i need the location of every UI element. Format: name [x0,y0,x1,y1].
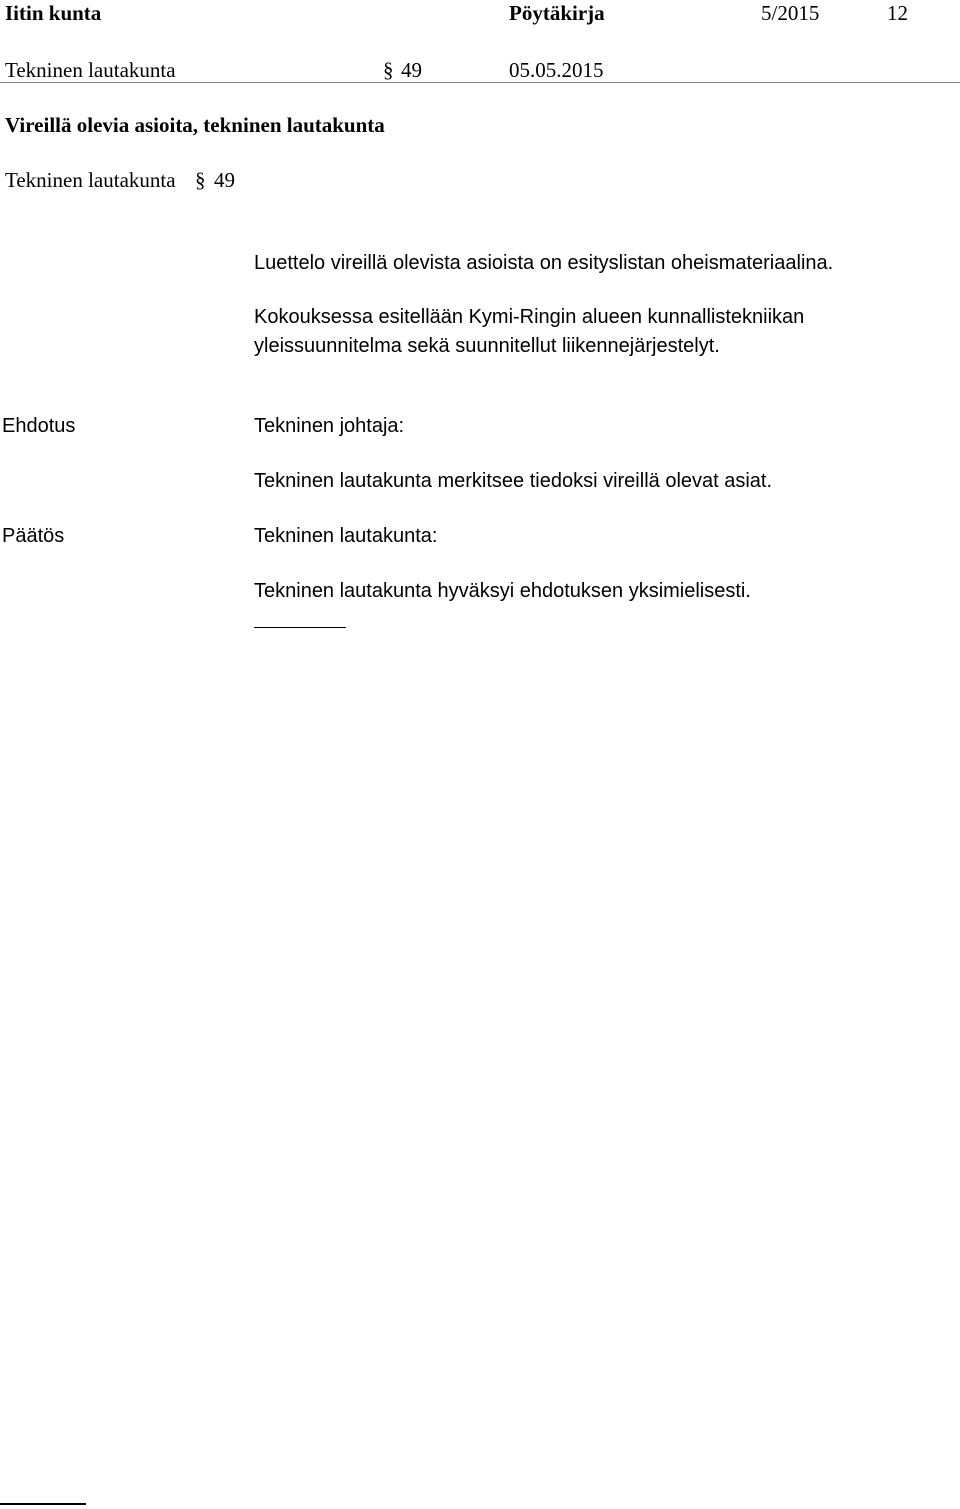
proposal-text: Tekninen lautakunta merkitsee tiedoksi vireillä olevat asiat. [254,470,773,492]
decision-text: Tekninen lautakunta hyväksyi ehdotuksen yksimielisesti. [254,580,751,602]
paragraph-materials: Luettelo vireillä olevista asioista on esityslistan oheismateriaalina. [254,252,834,274]
document-type: Pöytäkirja [509,1,605,25]
decision-maker: Tekninen lautakunta: [254,525,438,547]
reference-section-number: 49 [214,168,235,192]
section-symbol-icon: § [383,58,394,82]
item-title: Vireillä olevia asioita, tekninen lautakunta [5,113,385,137]
municipality-name: Iitin kunta [5,1,102,25]
committee-name: Tekninen lautakunta [5,58,176,82]
proposal-presenter: Tekninen johtaja: [254,415,405,437]
footer-divider [0,1503,86,1505]
page-number: 12 [887,1,908,25]
meeting-date: 05.05.2015 [509,58,604,82]
section-number: 49 [401,58,422,82]
header-divider [0,82,960,83]
decision-label: Päätös [2,525,65,547]
paragraph-presentation-line2: yleissuunnitelma sekä suunnitellut liikennejärjestelyt. [254,335,720,357]
paragraph-presentation-line1: Kokouksessa esitellään Kymi-Ringin alueen kunnallistekniikan [254,306,805,328]
proposal-label: Ehdotus [2,415,76,437]
item-reference-body: Tekninen lautakunta [5,168,176,192]
reference-section-symbol-icon: § [195,168,206,192]
section-end-divider [254,627,346,628]
document-number: 5/2015 [761,1,820,25]
